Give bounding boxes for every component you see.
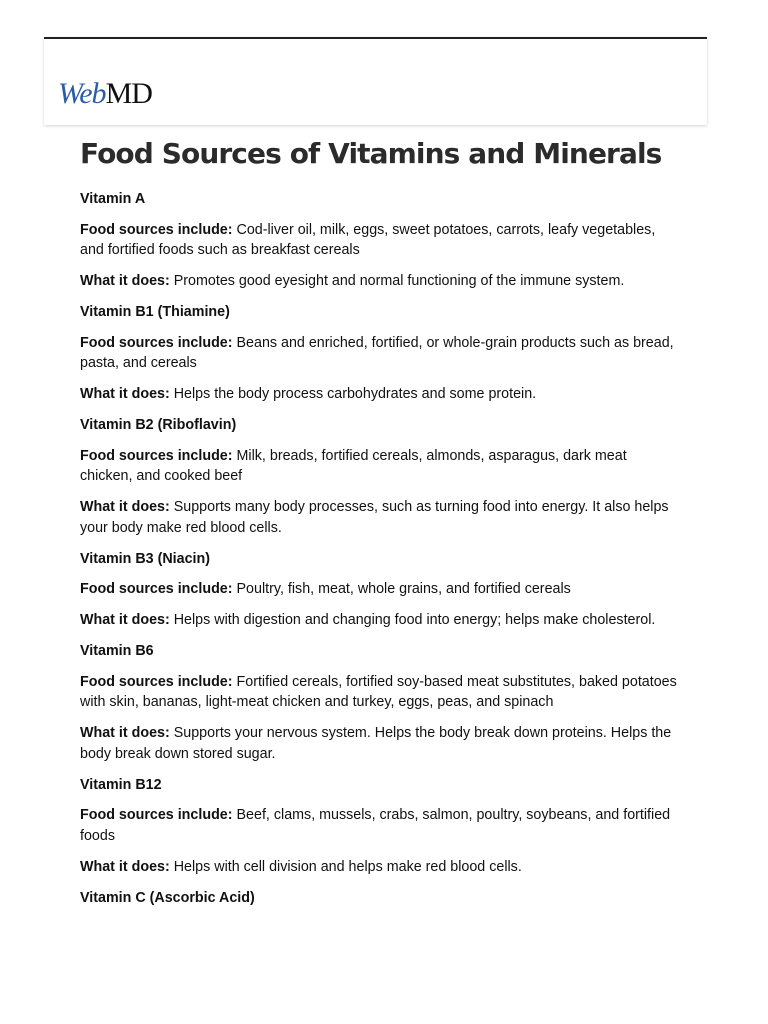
- food-sources-paragraph: [80, 446, 680, 487]
- what-it-does-text: Supports your nervous system. Helps the body break down proteins. Helps the body break down stored sugar.: [80, 725, 672, 762]
- vitamin-name: Vitamin B1 (Thiamine): [80, 304, 230, 320]
- food-sources-label: Food sources include:: [80, 673, 233, 690]
- what-it-does-label: What it does:: [80, 499, 170, 515]
- what-it-does-paragraph: [80, 384, 680, 405]
- what-it-does-paragraph: [80, 271, 680, 292]
- what-it-does-text: Supports many body processes, such as turning food into energy. It also helps your body make red blood cells.: [80, 499, 669, 536]
- vitamin-section-a: [80, 189, 680, 292]
- food-sources-label: Food sources include:: [80, 221, 233, 238]
- vitamin-name: Vitamin A: [80, 191, 146, 207]
- what-it-does-label: What it does:: [80, 386, 170, 402]
- food-sources-paragraph: [80, 672, 680, 713]
- what-it-does-text: Helps the body process carbohydrates and some protein.: [173, 386, 537, 402]
- food-sources-paragraph: [80, 579, 680, 600]
- vitamin-name: Vitamin B6: [80, 643, 154, 659]
- what-it-does-label: What it does:: [80, 273, 170, 289]
- what-it-does-text: Helps with digestion and changing food into energy; helps make cholesterol.: [173, 612, 656, 628]
- vitamin-section-b1: [80, 302, 680, 405]
- what-it-does-paragraph: [80, 497, 680, 538]
- food-sources-paragraph: [80, 333, 680, 374]
- food-sources-paragraph: [80, 805, 680, 846]
- what-it-does-label: What it does:: [80, 612, 170, 628]
- food-sources-label: Food sources include:: [80, 334, 233, 351]
- food-sources-text: Milk, breads, fortified cereals, almonds, asparagus, dark meat chicken, and cooked beef: [80, 447, 627, 484]
- what-it-does-paragraph: [80, 610, 680, 631]
- food-sources-label: Food sources include:: [80, 581, 233, 597]
- vitamin-section-b3: [80, 549, 680, 631]
- food-sources-label: Food sources include:: [80, 807, 233, 823]
- what-it-does-label: What it does:: [80, 725, 170, 741]
- vitamin-name: Vitamin C (Ascorbic Acid): [80, 889, 255, 906]
- food-sources-text: Poultry, fish, meat, whole grains, and fortified cereals: [236, 581, 571, 597]
- vitamin-section-b12: [80, 775, 680, 878]
- vitamin-name: Vitamin B12: [80, 776, 162, 793]
- logo-web-text: Web: [58, 77, 106, 110]
- what-it-does-label: What it does:: [80, 858, 170, 875]
- vitamin-name: Vitamin B3 (Niacin): [80, 550, 211, 567]
- vitamin-section-b6: [80, 641, 680, 764]
- what-it-does-paragraph: [80, 723, 680, 764]
- food-sources-paragraph: [80, 220, 680, 261]
- vitamin-section-c: [80, 888, 680, 909]
- article-body: [80, 189, 680, 918]
- vitamin-name: Vitamin B2 (Riboflavin): [80, 417, 237, 433]
- what-it-does-paragraph: [80, 857, 680, 878]
- site-header: [44, 37, 707, 125]
- food-sources-text: Cod-liver oil, milk, eggs, sweet potatoes, carrots, leafy vegetables, and fortified foods such as breakfast cereals: [80, 221, 656, 258]
- what-it-does-text: Promotes good eyesight and normal functioning of the immune system.: [173, 273, 625, 289]
- food-sources-label: Food sources include:: [80, 447, 233, 464]
- vitamin-section-b2: [80, 415, 680, 538]
- what-it-does-text: Helps with cell division and helps make red blood cells.: [173, 858, 522, 875]
- food-sources-text: Beef, clams, mussels, crabs, salmon, poultry, soybeans, and fortified foods: [80, 807, 671, 844]
- webmd-logo[interactable]: [58, 79, 152, 109]
- page-title: Food Sources of Vitamins and Minerals: [80, 137, 662, 170]
- food-sources-text: Beans and enriched, fortified, or whole-grain products such as bread, pasta, and cereals: [80, 334, 674, 371]
- logo-md-text: MD: [105, 77, 152, 110]
- food-sources-text: Fortified cereals, fortified soy-based meat substitutes, baked potatoes with skin, bananas, light-meat chicken and turkey, eggs, peas, and spinach: [80, 673, 677, 710]
